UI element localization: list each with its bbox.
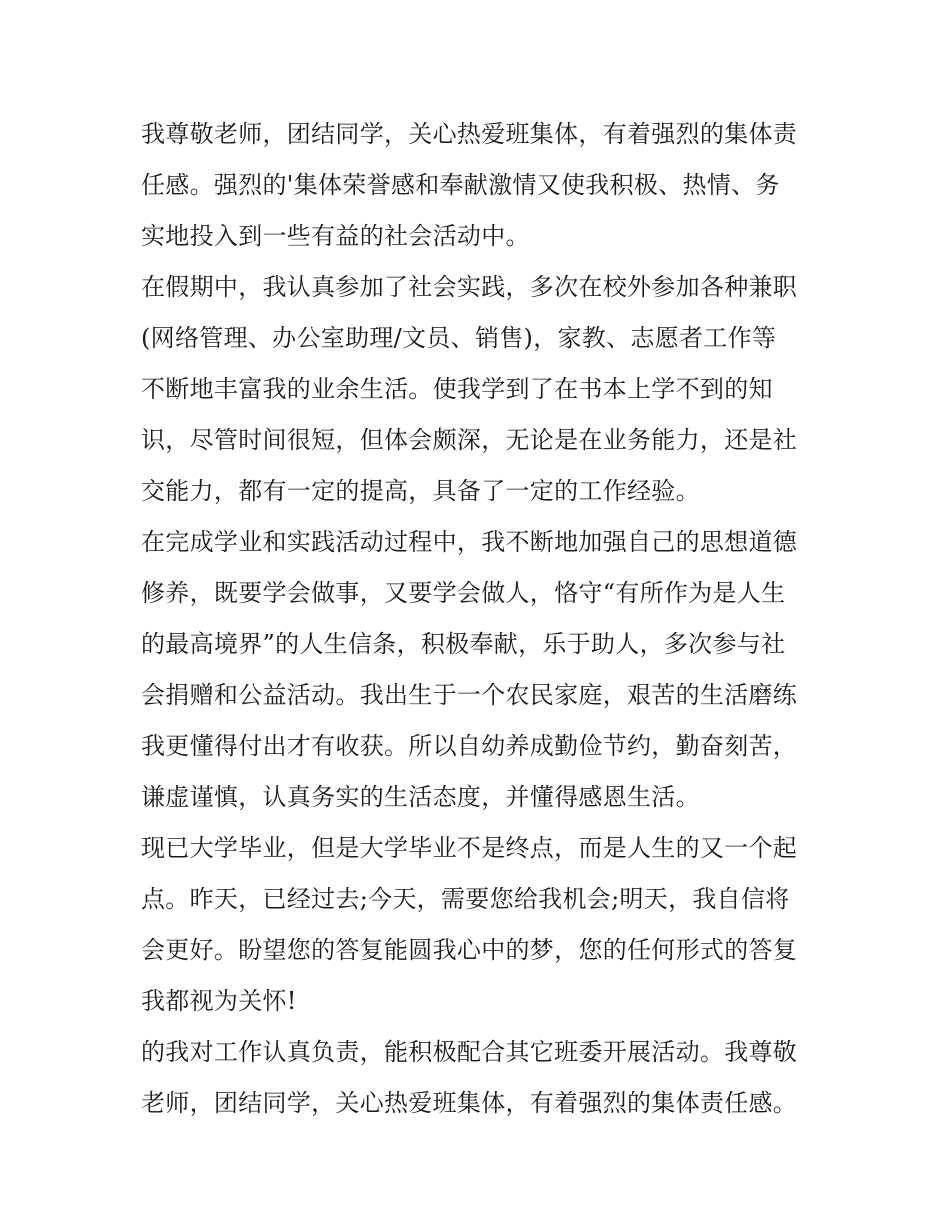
- text-line: (网络管理、办公室助理/文员、销售)，家教、志愿者工作等: [141, 324, 777, 352]
- text-line: 的最高境界”的人生信条，积极奉献，乐于助人，多次参与社: [141, 630, 786, 658]
- text-line: 不断地丰富我的业余生活。使我学到了在书本上学不到的知: [141, 375, 773, 403]
- text-line: 在假期中，我认真参加了社会实践，多次在校外参加各种兼职: [141, 273, 798, 301]
- text-line: 点。昨天，已经过去;今天，需要您给我机会;明天，我自信将: [141, 885, 790, 913]
- text-line: 我都视为关怀!: [141, 987, 297, 1015]
- text-line: 任感。强烈的'集体荣誉感和奉献激情又使我积极、热情、务: [141, 171, 780, 199]
- text-line: 在完成学业和实践活动过程中，我不断地加强自己的思想道德: [141, 528, 798, 556]
- text-line: 修养，既要学会做事，又要学会做人，恪守“有所作为是人生: [141, 579, 786, 607]
- text-line: 的我对工作认真负责，能积极配合其它班委开展活动。我尊敬: [141, 1038, 798, 1066]
- text-line: 现已大学毕业，但是大学毕业不是终点，而是人生的又一个起: [141, 834, 798, 862]
- text-line: 会捐赠和公益活动。我出生于一个农民家庭，艰苦的生活磨练: [141, 681, 798, 709]
- text-line: 交能力，都有一定的提高，具备了一定的工作经验。: [141, 477, 700, 505]
- text-line: 我更懂得付出才有收获。所以自幼养成勤俭节约，勤奋刻苦，: [141, 732, 798, 760]
- text-line: 谦虚谨慎，认真务实的生活态度，并懂得感恩生活。: [141, 783, 700, 811]
- text-line: 实地投入到一些有益的社会活动中。: [141, 222, 530, 250]
- text-line: 我尊敬老师，团结同学，关心热爱班集体，有着强烈的集体责: [141, 120, 798, 148]
- text-line: 老师，团结同学，关心热爱班集体，有着强烈的集体责任感。: [141, 1089, 798, 1117]
- text-line: 会更好。盼望您的答复能圆我心中的梦，您的任何形式的答复: [141, 936, 798, 964]
- text-line: 识，尽管时间很短，但体会颇深，无论是在业务能力，还是社: [141, 426, 798, 454]
- document-body: [141, 109, 821, 1129]
